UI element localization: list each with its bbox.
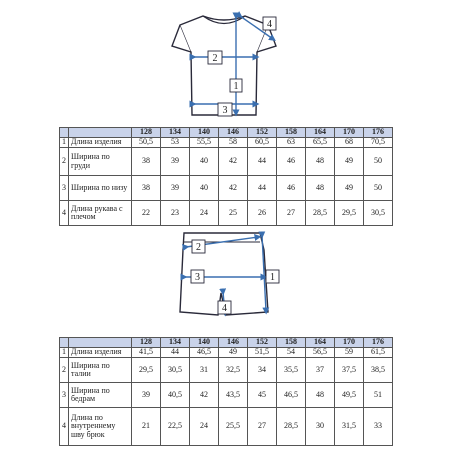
shirt-size-table — [59, 127, 393, 226]
table-cell: 60,5 — [248, 138, 277, 148]
table-cell: 22 — [132, 201, 161, 226]
row-number: 1 — [60, 348, 69, 358]
table-cell: 38,5 — [364, 358, 393, 383]
table-cell: 46 — [277, 176, 306, 201]
shorts-size-header: 170 — [335, 338, 364, 348]
svg-text:4: 4 — [222, 303, 227, 314]
table-cell: 40 — [190, 148, 219, 176]
shorts-size-header: 128 — [132, 338, 161, 348]
table-cell: 48 — [306, 176, 335, 201]
shirt-size-header: 134 — [161, 128, 190, 138]
table-cell: 28,5 — [277, 408, 306, 446]
svg-text:1: 1 — [270, 272, 275, 283]
shirt-size-header: 146 — [219, 128, 248, 138]
shorts-size-table — [59, 337, 393, 446]
table-cell: 38 — [132, 176, 161, 201]
row-number: 2 — [60, 358, 69, 383]
table-cell: 46 — [277, 148, 306, 176]
shirt-size-header: 128 — [132, 128, 161, 138]
table-cell: 40 — [190, 176, 219, 201]
table-cell: 61,5 — [364, 348, 393, 358]
shirt-table-corner — [60, 128, 69, 138]
table-cell: 31,5 — [335, 408, 364, 446]
table-cell: 42 — [219, 148, 248, 176]
row-label: Ширина по низу — [69, 176, 132, 201]
table-cell: 51 — [364, 383, 393, 408]
table-cell: 53 — [161, 138, 190, 148]
table-row — [60, 358, 393, 383]
table-cell: 51,5 — [248, 348, 277, 358]
row-number: 2 — [60, 148, 69, 176]
table-cell: 41,5 — [132, 348, 161, 358]
table-cell: 46,5 — [190, 348, 219, 358]
svg-text:4: 4 — [267, 19, 272, 30]
table-cell: 21 — [132, 408, 161, 446]
table-cell: 26 — [248, 201, 277, 226]
table-cell: 31 — [190, 358, 219, 383]
table-row — [60, 176, 393, 201]
row-number: 4 — [60, 201, 69, 226]
table-cell: 68 — [335, 138, 364, 148]
table-cell: 42 — [190, 383, 219, 408]
table-cell: 50,5 — [132, 138, 161, 148]
svg-text:2: 2 — [212, 53, 218, 64]
table-cell: 48 — [306, 383, 335, 408]
table-cell: 33 — [364, 408, 393, 446]
shorts-marker-1 — [266, 270, 279, 283]
row-number: 3 — [60, 176, 69, 201]
shirt-table-header-row — [60, 128, 393, 138]
shorts-size-header: 164 — [306, 338, 335, 348]
table-cell: 70,5 — [364, 138, 393, 148]
row-label: Длина по внутреннему шву брюк — [69, 408, 132, 446]
table-cell: 24 — [190, 201, 219, 226]
table-cell: 35,5 — [277, 358, 306, 383]
row-label: Длина рукава с плечом — [69, 201, 132, 226]
table-cell: 39 — [132, 383, 161, 408]
row-label: Ширина по груди — [69, 148, 132, 176]
table-cell: 49 — [335, 176, 364, 201]
tshirt-diagram — [0, 0, 450, 125]
shirt-marker-4 — [263, 17, 276, 30]
shorts-size-header: 140 — [190, 338, 219, 348]
shorts-marker-3 — [191, 270, 204, 283]
shirt-table-corner — [69, 128, 132, 138]
table-cell: 29,5 — [132, 358, 161, 383]
table-cell: 44 — [248, 148, 277, 176]
row-label: Ширина по талии — [69, 358, 132, 383]
table-cell: 44 — [161, 348, 190, 358]
table-cell: 24 — [190, 408, 219, 446]
table-cell: 46,5 — [277, 383, 306, 408]
table-cell: 43,5 — [219, 383, 248, 408]
table-cell: 49,5 — [335, 383, 364, 408]
table-cell: 59 — [335, 348, 364, 358]
shorts-size-header: 152 — [248, 338, 277, 348]
shorts-marker-2 — [192, 240, 205, 253]
table-cell: 27 — [248, 408, 277, 446]
table-cell: 22,5 — [161, 408, 190, 446]
table-cell: 27 — [277, 201, 306, 226]
table-cell: 39 — [161, 148, 190, 176]
table-cell: 50 — [364, 176, 393, 201]
table-cell: 32,5 — [219, 358, 248, 383]
table-cell: 54 — [277, 348, 306, 358]
table-cell: 65,5 — [306, 138, 335, 148]
table-cell: 25 — [219, 201, 248, 226]
table-cell: 37 — [306, 358, 335, 383]
table-cell: 29,5 — [335, 201, 364, 226]
table-cell: 44 — [248, 176, 277, 201]
table-row — [60, 408, 393, 446]
table-cell: 38 — [132, 148, 161, 176]
shirt-marker-1 — [230, 79, 242, 92]
row-number: 3 — [60, 383, 69, 408]
row-number: 1 — [60, 138, 69, 148]
shirt-size-header: 140 — [190, 128, 219, 138]
row-label: Ширина по бедрам — [69, 383, 132, 408]
table-cell: 48 — [306, 148, 335, 176]
row-label: Длина изделия — [69, 348, 132, 358]
shorts-table-corner — [60, 338, 69, 348]
table-cell: 34 — [248, 358, 277, 383]
table-cell: 25,5 — [219, 408, 248, 446]
table-row — [60, 348, 393, 358]
shorts-size-header: 146 — [219, 338, 248, 348]
table-cell: 56,5 — [306, 348, 335, 358]
shorts-table-corner — [69, 338, 132, 348]
shirt-size-header: 164 — [306, 128, 335, 138]
shorts-size-header: 134 — [161, 338, 190, 348]
table-cell: 40,5 — [161, 383, 190, 408]
svg-text:2: 2 — [196, 242, 201, 253]
table-cell: 23 — [161, 201, 190, 226]
table-cell: 30,5 — [364, 201, 393, 226]
table-cell: 39 — [161, 176, 190, 201]
svg-text:3: 3 — [222, 105, 228, 116]
shirt-size-header: 152 — [248, 128, 277, 138]
shorts-size-header: 158 — [277, 338, 306, 348]
table-cell: 42 — [219, 176, 248, 201]
table-cell: 30,5 — [161, 358, 190, 383]
shorts-size-header: 176 — [364, 338, 393, 348]
svg-text:3: 3 — [195, 272, 200, 283]
table-cell: 55,5 — [190, 138, 219, 148]
table-cell: 49 — [335, 148, 364, 176]
table-cell: 30 — [306, 408, 335, 446]
table-cell: 58 — [219, 138, 248, 148]
shorts-table-header-row — [60, 338, 393, 348]
shorts-diagram — [0, 225, 450, 330]
table-cell: 63 — [277, 138, 306, 148]
shirt-size-header: 170 — [335, 128, 364, 138]
shirt-marker-3 — [218, 103, 232, 116]
table-row — [60, 138, 393, 148]
svg-text:1: 1 — [233, 81, 239, 92]
shirt-size-header: 176 — [364, 128, 393, 138]
row-number: 4 — [60, 408, 69, 446]
shirt-marker-2 — [208, 51, 222, 64]
shirt-size-header: 158 — [277, 128, 306, 138]
table-cell: 37,5 — [335, 358, 364, 383]
table-row — [60, 148, 393, 176]
table-cell: 50 — [364, 148, 393, 176]
table-cell: 49 — [219, 348, 248, 358]
table-row — [60, 383, 393, 408]
table-cell: 45 — [248, 383, 277, 408]
row-label: Длина изделия — [69, 138, 132, 148]
table-cell: 28,5 — [306, 201, 335, 226]
table-row — [60, 201, 393, 226]
shorts-marker-4 — [218, 301, 231, 314]
